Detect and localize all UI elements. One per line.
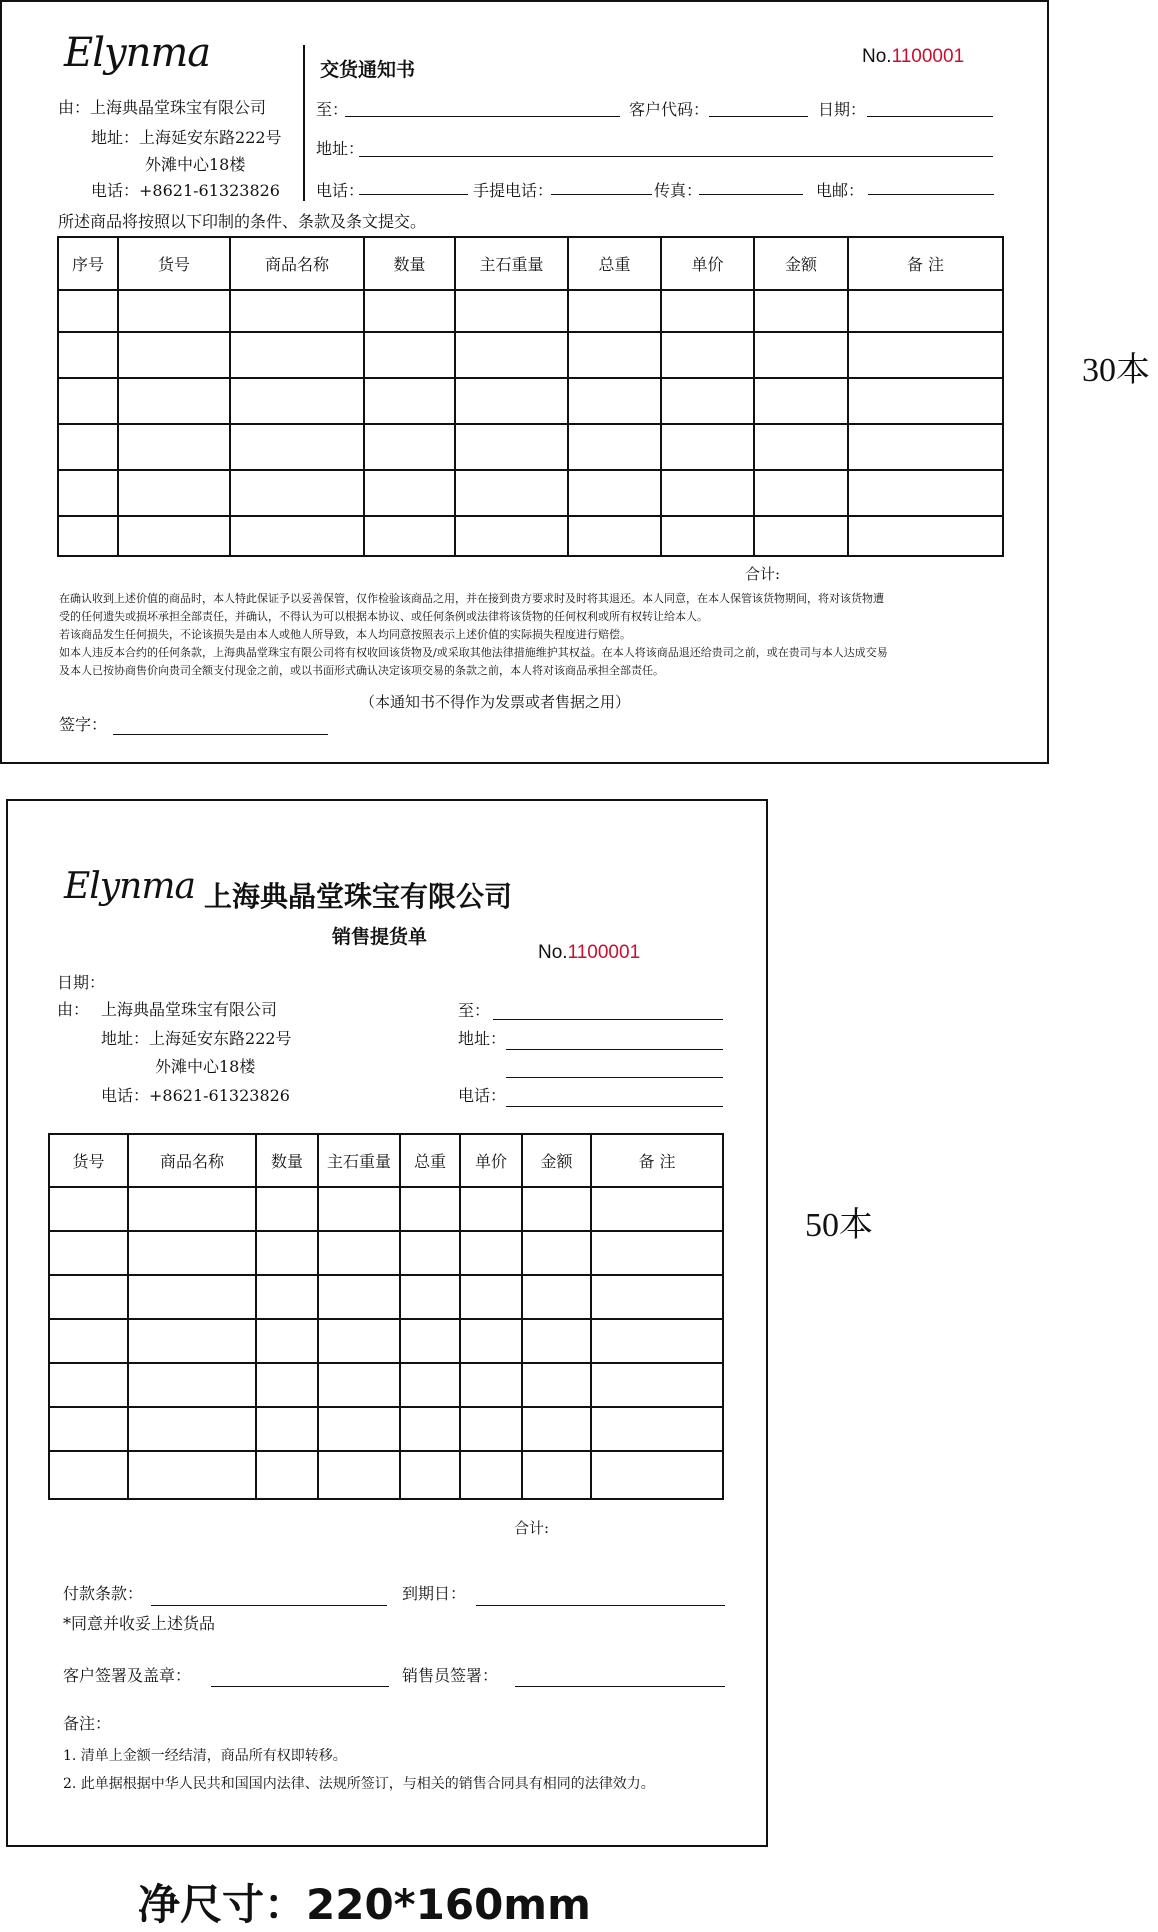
date-field[interactable] <box>867 116 993 117</box>
table-cell[interactable] <box>591 1363 723 1407</box>
table-row <box>58 470 1003 516</box>
address-field[interactable] <box>506 1049 723 1050</box>
table-cell[interactable] <box>128 1407 256 1451</box>
items-table <box>48 1133 724 1500</box>
table-cell[interactable] <box>318 1275 400 1319</box>
table-cell[interactable] <box>568 424 661 470</box>
phone-label: 电话： <box>458 1086 507 1105</box>
table-cell[interactable] <box>364 332 455 378</box>
to-field[interactable] <box>493 1019 723 1020</box>
table-cell[interactable] <box>661 290 754 332</box>
table-cell[interactable] <box>118 378 230 424</box>
table-header <box>49 1134 723 1187</box>
table-cell[interactable] <box>460 1187 522 1231</box>
table-cell[interactable] <box>522 1231 591 1275</box>
table-row <box>49 1319 723 1363</box>
form-number: No.1100001 <box>538 942 641 963</box>
customer-sign-field[interactable] <box>211 1686 389 1687</box>
table-row <box>49 1407 723 1451</box>
form1-quantity-label: 30本 <box>1082 352 1150 389</box>
table-cell[interactable] <box>364 290 455 332</box>
company-address-line2: 外滩中心18楼 <box>145 155 246 174</box>
table-cell[interactable] <box>364 516 455 556</box>
total-label: 合计: <box>514 1519 550 1537</box>
table-cell[interactable] <box>230 332 364 378</box>
table-cell[interactable] <box>661 516 754 556</box>
column-header: 主石重量 <box>455 237 568 290</box>
table-cell[interactable] <box>661 378 754 424</box>
table-cell[interactable] <box>591 1451 723 1499</box>
due-date-field[interactable] <box>476 1605 725 1606</box>
table-row <box>49 1187 723 1231</box>
table-row <box>58 332 1003 378</box>
due-date-label: 到期日： <box>402 1584 467 1603</box>
table-cell[interactable] <box>455 332 568 378</box>
table-cell[interactable] <box>848 424 1003 470</box>
remark-item: 2. 此单据根据中华人民共和国国内法律、法规所签订，与相关的销售合同具有相同的法律效力。 <box>63 1776 655 1792</box>
received-note: *同意并收妥上述货品 <box>63 1614 216 1633</box>
table-cell[interactable] <box>318 1363 400 1407</box>
payment-terms-label: 付款条款： <box>63 1584 144 1603</box>
table-cell[interactable] <box>118 516 230 556</box>
table-cell[interactable] <box>256 1187 318 1231</box>
table-cell[interactable] <box>591 1275 723 1319</box>
table-cell[interactable] <box>400 1319 460 1363</box>
email-label: 电邮： <box>816 181 865 200</box>
table-cell[interactable] <box>230 470 364 516</box>
table-cell[interactable] <box>318 1187 400 1231</box>
table-cell[interactable] <box>364 424 455 470</box>
table-row <box>58 424 1003 470</box>
form-title: 销售提货单 <box>332 926 428 948</box>
table-cell[interactable] <box>364 378 455 424</box>
table-row <box>58 290 1003 332</box>
table-cell[interactable] <box>400 1451 460 1499</box>
table-cell[interactable] <box>754 378 848 424</box>
table-cell[interactable] <box>58 424 118 470</box>
table-cell[interactable] <box>460 1407 522 1451</box>
signature-label: 签字： <box>59 715 108 734</box>
address-field-line2[interactable] <box>506 1077 723 1078</box>
column-header: 数量 <box>256 1134 318 1187</box>
terms-text: 在确认收到上述价值的商品时，本人特此保证予以妥善保管，仅作检验该商品之用，并在接到贵方要求时及时将其退还。本人同意，在本人保管该货物期间，将对该货物遭 受的任何遗失或损坏承担全部责任，并确认，不得认为可以根据本协议、或任何条例或法律将该货物的任何权利或所有权转让给本人。 若该商品发生任何损失，不论该损失是由本人或他人所导致，本人均同意按照表示上述价值的实际损失程度进行赔偿。 如本人违反本合约的任何条款，上海典晶堂珠宝有限公司将有权收回该货物及/或采取其他法律措施维护其权益。在本人将该商品退还给贵司之前，或在贵司与本人达成交易 及本人已按协商售价向贵司全额支付现金之前，或以书面形式确认决定该项交易的条款之前，本人将对该商品承担全部责任。 <box>59 592 888 677</box>
signature-field[interactable] <box>113 734 328 735</box>
table-cell[interactable] <box>661 470 754 516</box>
table-cell[interactable] <box>455 378 568 424</box>
company-phone: 电话：+8621-61323826 <box>91 181 280 200</box>
table-cell[interactable] <box>400 1407 460 1451</box>
table-cell[interactable] <box>49 1451 128 1499</box>
table-cell[interactable] <box>754 424 848 470</box>
table-cell[interactable] <box>522 1319 591 1363</box>
company-address-line2: 外滩中心18楼 <box>155 1057 256 1076</box>
total-label: 合计: <box>745 565 781 583</box>
date-label: 日期： <box>57 973 106 992</box>
table-cell[interactable] <box>754 290 848 332</box>
column-header: 备 注 <box>848 237 1003 290</box>
form2-quantity-label: 50本 <box>805 1207 873 1244</box>
remark-item: 1. 清单上金额一经结清，商品所有权即转移。 <box>63 1748 347 1764</box>
sales-delivery-form <box>6 799 768 1847</box>
column-header: 货号 <box>49 1134 128 1187</box>
table-cell[interactable] <box>848 290 1003 332</box>
table-header <box>58 237 1003 290</box>
from-company: 由： 上海典晶堂珠宝有限公司 <box>57 1000 278 1019</box>
table-cell[interactable] <box>58 290 118 332</box>
table-cell[interactable] <box>256 1407 318 1451</box>
table-cell[interactable] <box>230 516 364 556</box>
customer-code-field[interactable] <box>709 116 808 117</box>
table-cell[interactable] <box>848 332 1003 378</box>
remarks-label: 备注： <box>63 1714 112 1733</box>
company-phone: 电话：+8621-61323826 <box>101 1086 290 1105</box>
table-cell[interactable] <box>754 470 848 516</box>
intro-text: 所述商品将按照以下印制的条件、条款及条文提交。 <box>58 212 427 231</box>
table-cell[interactable] <box>256 1231 318 1275</box>
table-cell[interactable] <box>58 516 118 556</box>
table-cell[interactable] <box>754 332 848 378</box>
table-cell[interactable] <box>58 470 118 516</box>
table-cell[interactable] <box>318 1319 400 1363</box>
table-cell[interactable] <box>49 1187 128 1231</box>
to-label: 至： <box>458 1001 491 1020</box>
table-cell[interactable] <box>128 1363 256 1407</box>
form-number: No.1100001 <box>862 46 965 67</box>
table-cell[interactable] <box>318 1231 400 1275</box>
table-cell[interactable] <box>118 424 230 470</box>
table-cell[interactable] <box>460 1451 522 1499</box>
table-cell[interactable] <box>522 1451 591 1499</box>
from-company: 由：上海典晶堂珠宝有限公司 <box>58 98 267 117</box>
table-cell[interactable] <box>591 1319 723 1363</box>
table-cell[interactable] <box>318 1451 400 1499</box>
column-header: 商品名称 <box>128 1134 256 1187</box>
customer-sign-label: 客户签署及盖章： <box>63 1666 192 1685</box>
table-cell[interactable] <box>568 332 661 378</box>
payment-terms-field[interactable] <box>151 1605 387 1606</box>
company-address: 地址：上海延安东路222号 <box>91 128 282 147</box>
column-header: 金额 <box>754 237 848 290</box>
table-cell[interactable] <box>460 1363 522 1407</box>
table-cell[interactable] <box>58 378 118 424</box>
column-header: 序号 <box>58 237 118 290</box>
table-cell[interactable] <box>591 1407 723 1451</box>
sales-sign-label: 销售员签署： <box>402 1666 499 1685</box>
table-cell[interactable] <box>49 1275 128 1319</box>
table-cell[interactable] <box>58 332 118 378</box>
remarks-list <box>63 1742 655 1798</box>
fax-label: 传真： <box>654 181 703 200</box>
table-cell[interactable] <box>128 1231 256 1275</box>
items-table <box>57 236 1004 557</box>
table-row <box>49 1451 723 1499</box>
table-cell[interactable] <box>400 1363 460 1407</box>
brand-logo: Elynma <box>64 866 195 907</box>
table-cell[interactable] <box>128 1187 256 1231</box>
table-row <box>58 378 1003 424</box>
table-cell[interactable] <box>522 1187 591 1231</box>
table-cell[interactable] <box>591 1231 723 1275</box>
table-cell[interactable] <box>568 378 661 424</box>
column-header: 数量 <box>364 237 455 290</box>
table-cell[interactable] <box>118 290 230 332</box>
table-cell[interactable] <box>364 470 455 516</box>
company-name: 上海典晶堂珠宝有限公司 <box>204 880 513 913</box>
sales-sign-field[interactable] <box>515 1686 725 1687</box>
column-header: 金额 <box>522 1134 591 1187</box>
column-header: 备 注 <box>591 1134 723 1187</box>
table-row <box>58 516 1003 556</box>
email-field[interactable] <box>868 194 994 195</box>
table-cell[interactable] <box>230 424 364 470</box>
table-cell[interactable] <box>568 290 661 332</box>
table-cell[interactable] <box>455 516 568 556</box>
table-cell[interactable] <box>661 424 754 470</box>
table-cell[interactable] <box>49 1319 128 1363</box>
table-row <box>49 1231 723 1275</box>
mobile-field[interactable] <box>551 194 652 195</box>
table-cell[interactable] <box>256 1363 318 1407</box>
table-cell[interactable] <box>568 470 661 516</box>
column-header: 总重 <box>400 1134 460 1187</box>
table-cell[interactable] <box>49 1363 128 1407</box>
address-label: 地址： <box>316 139 365 158</box>
table-cell[interactable] <box>848 470 1003 516</box>
net-size-label: 净尺寸：220*160mm <box>138 1880 591 1929</box>
column-header: 单价 <box>460 1134 522 1187</box>
table-cell[interactable] <box>455 424 568 470</box>
table-cell[interactable] <box>848 516 1003 556</box>
date-label: 日期： <box>818 100 867 119</box>
table-cell[interactable] <box>522 1407 591 1451</box>
to-field[interactable] <box>345 116 620 117</box>
table-cell[interactable] <box>49 1231 128 1275</box>
table-cell[interactable] <box>118 470 230 516</box>
table-cell[interactable] <box>118 332 230 378</box>
table-cell[interactable] <box>460 1319 522 1363</box>
table-cell[interactable] <box>400 1231 460 1275</box>
table-cell[interactable] <box>455 470 568 516</box>
table-cell[interactable] <box>256 1451 318 1499</box>
form-title: 交货通知书 <box>320 59 416 81</box>
address-label: 地址： <box>458 1029 507 1048</box>
table-cell[interactable] <box>230 378 364 424</box>
table-row <box>49 1275 723 1319</box>
table-cell[interactable] <box>400 1275 460 1319</box>
table-cell[interactable] <box>568 516 661 556</box>
table-cell[interactable] <box>754 516 848 556</box>
table-cell[interactable] <box>230 290 364 332</box>
table-row <box>49 1363 723 1407</box>
column-header: 主石重量 <box>318 1134 400 1187</box>
table-cell[interactable] <box>522 1363 591 1407</box>
header-divider <box>303 45 305 201</box>
column-header: 单价 <box>661 237 754 290</box>
table-cell[interactable] <box>460 1231 522 1275</box>
table-cell[interactable] <box>522 1275 591 1319</box>
brand-logo: Elynma <box>64 30 211 76</box>
table-cell[interactable] <box>318 1407 400 1451</box>
table-cell[interactable] <box>128 1319 256 1363</box>
mobile-label: 手提电话： <box>473 181 554 200</box>
disclaimer: （本通知书不得作为发票或者售据之用） <box>360 693 631 711</box>
table-cell[interactable] <box>460 1275 522 1319</box>
column-header: 商品名称 <box>230 237 364 290</box>
delivery-notice-form <box>0 0 1049 764</box>
table-cell[interactable] <box>256 1275 318 1319</box>
table-cell[interactable] <box>661 332 754 378</box>
table-cell[interactable] <box>256 1319 318 1363</box>
table-cell[interactable] <box>128 1275 256 1319</box>
table-cell[interactable] <box>400 1187 460 1231</box>
table-cell[interactable] <box>848 378 1003 424</box>
table-cell[interactable] <box>128 1451 256 1499</box>
fax-field[interactable] <box>699 194 803 195</box>
company-address: 地址：上海延安东路222号 <box>101 1029 292 1048</box>
to-label: 至： <box>316 100 349 119</box>
phone-field[interactable] <box>506 1106 723 1107</box>
phone-field[interactable] <box>359 194 468 195</box>
phone-label: 电话： <box>316 181 365 200</box>
customer-code-label: 客户代码： <box>629 100 710 119</box>
table-cell[interactable] <box>591 1187 723 1231</box>
table-cell[interactable] <box>455 290 568 332</box>
table-cell[interactable] <box>49 1407 128 1451</box>
column-header: 货号 <box>118 237 230 290</box>
address-field[interactable] <box>359 156 993 157</box>
column-header: 总重 <box>568 237 661 290</box>
